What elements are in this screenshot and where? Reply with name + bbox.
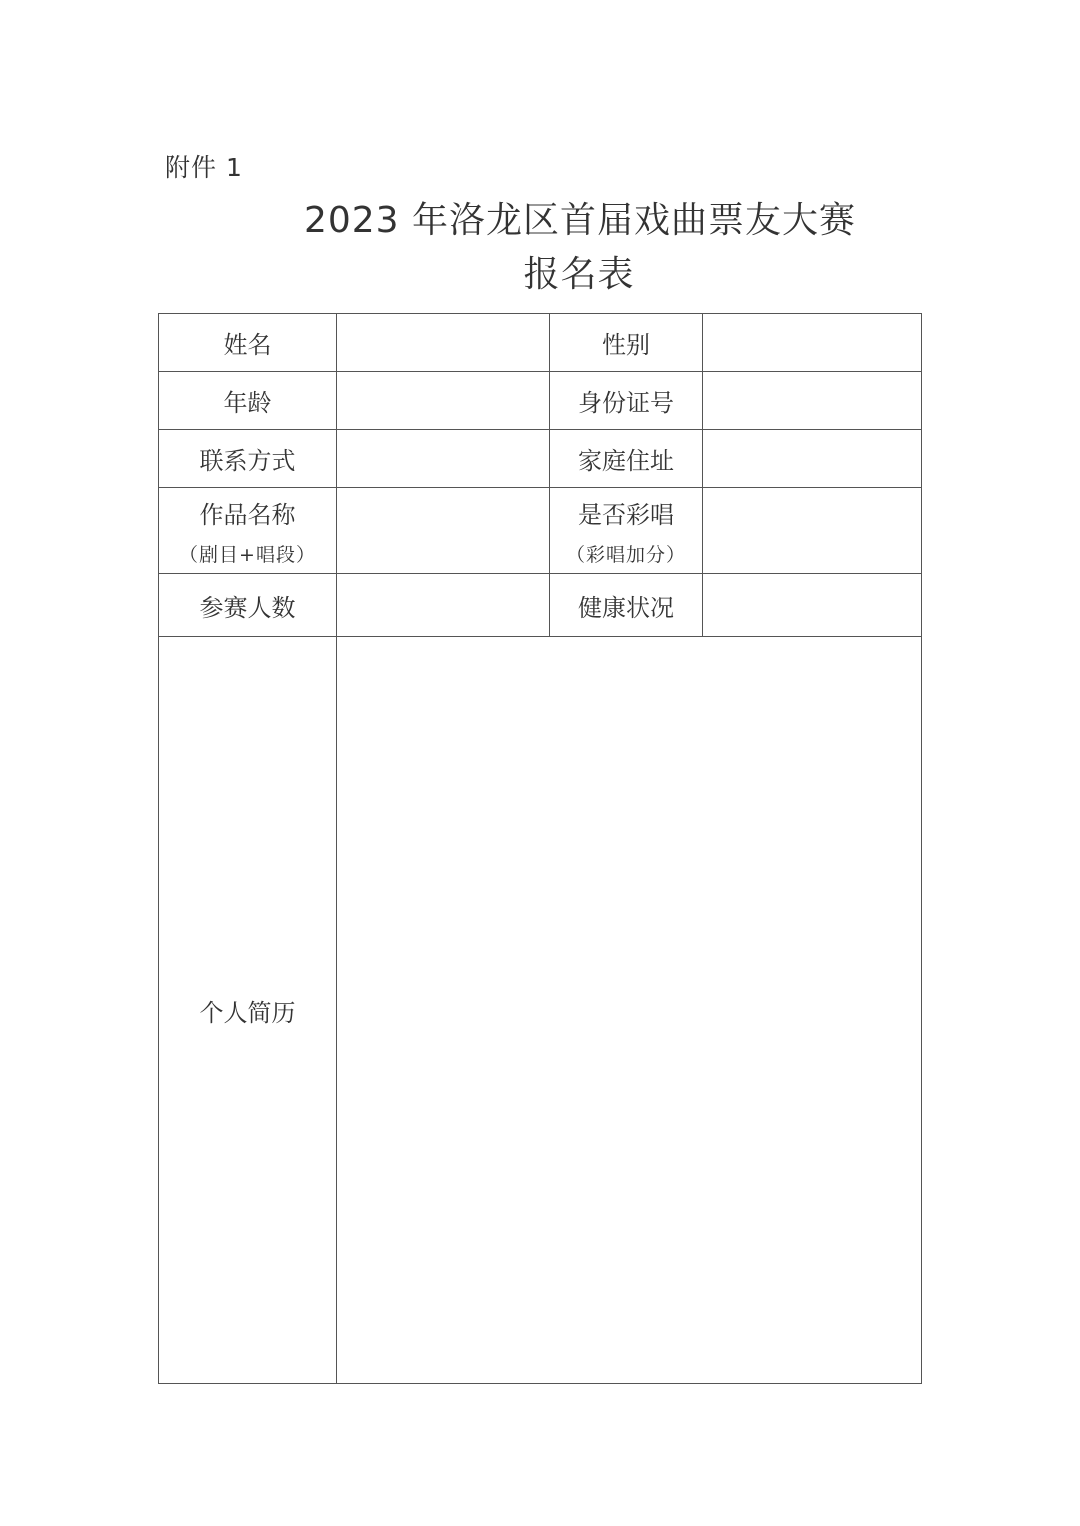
table-row [159, 314, 922, 372]
makeup-singing-label: 是否彩唱 [578, 500, 674, 529]
age-field[interactable] [337, 372, 550, 430]
work-name-sublabel: （剧目+唱段） [179, 543, 316, 566]
address-field[interactable] [703, 430, 922, 488]
id-number-label: 身份证号 [550, 372, 703, 430]
makeup-singing-cell [550, 488, 703, 574]
gender-label: 性别 [550, 314, 703, 372]
contact-label: 联系方式 [159, 430, 337, 488]
name-label: 姓名 [159, 314, 337, 372]
health-field[interactable] [703, 574, 922, 637]
age-label: 年龄 [159, 372, 337, 430]
table-row [159, 574, 922, 637]
table-row [159, 488, 922, 574]
work-name-field[interactable] [337, 488, 550, 574]
form-title: 2023 年洛龙区首届戏曲票友大赛 [303, 200, 857, 241]
resume-field[interactable] [337, 637, 922, 1384]
table-row [159, 637, 922, 1384]
table-row [159, 372, 922, 430]
form-subtitle: 报名表 [523, 254, 635, 295]
id-number-field[interactable] [703, 372, 922, 430]
address-label: 家庭住址 [550, 430, 703, 488]
attachment-label: 附件 1 [165, 153, 243, 182]
work-name-cell [159, 488, 337, 574]
participants-label: 参赛人数 [159, 574, 337, 637]
work-name-label: 作品名称 [199, 500, 296, 529]
name-field[interactable] [337, 314, 550, 372]
contact-field[interactable] [337, 430, 550, 488]
health-label: 健康状况 [550, 574, 703, 637]
gender-field[interactable] [703, 314, 922, 372]
participants-field[interactable] [337, 574, 550, 637]
makeup-singing-sublabel: （彩唱加分） [565, 543, 686, 566]
registration-form-table [158, 313, 922, 1384]
resume-label: 个人简历 [159, 637, 337, 1384]
makeup-singing-field[interactable] [703, 488, 922, 574]
table-row [159, 430, 922, 488]
